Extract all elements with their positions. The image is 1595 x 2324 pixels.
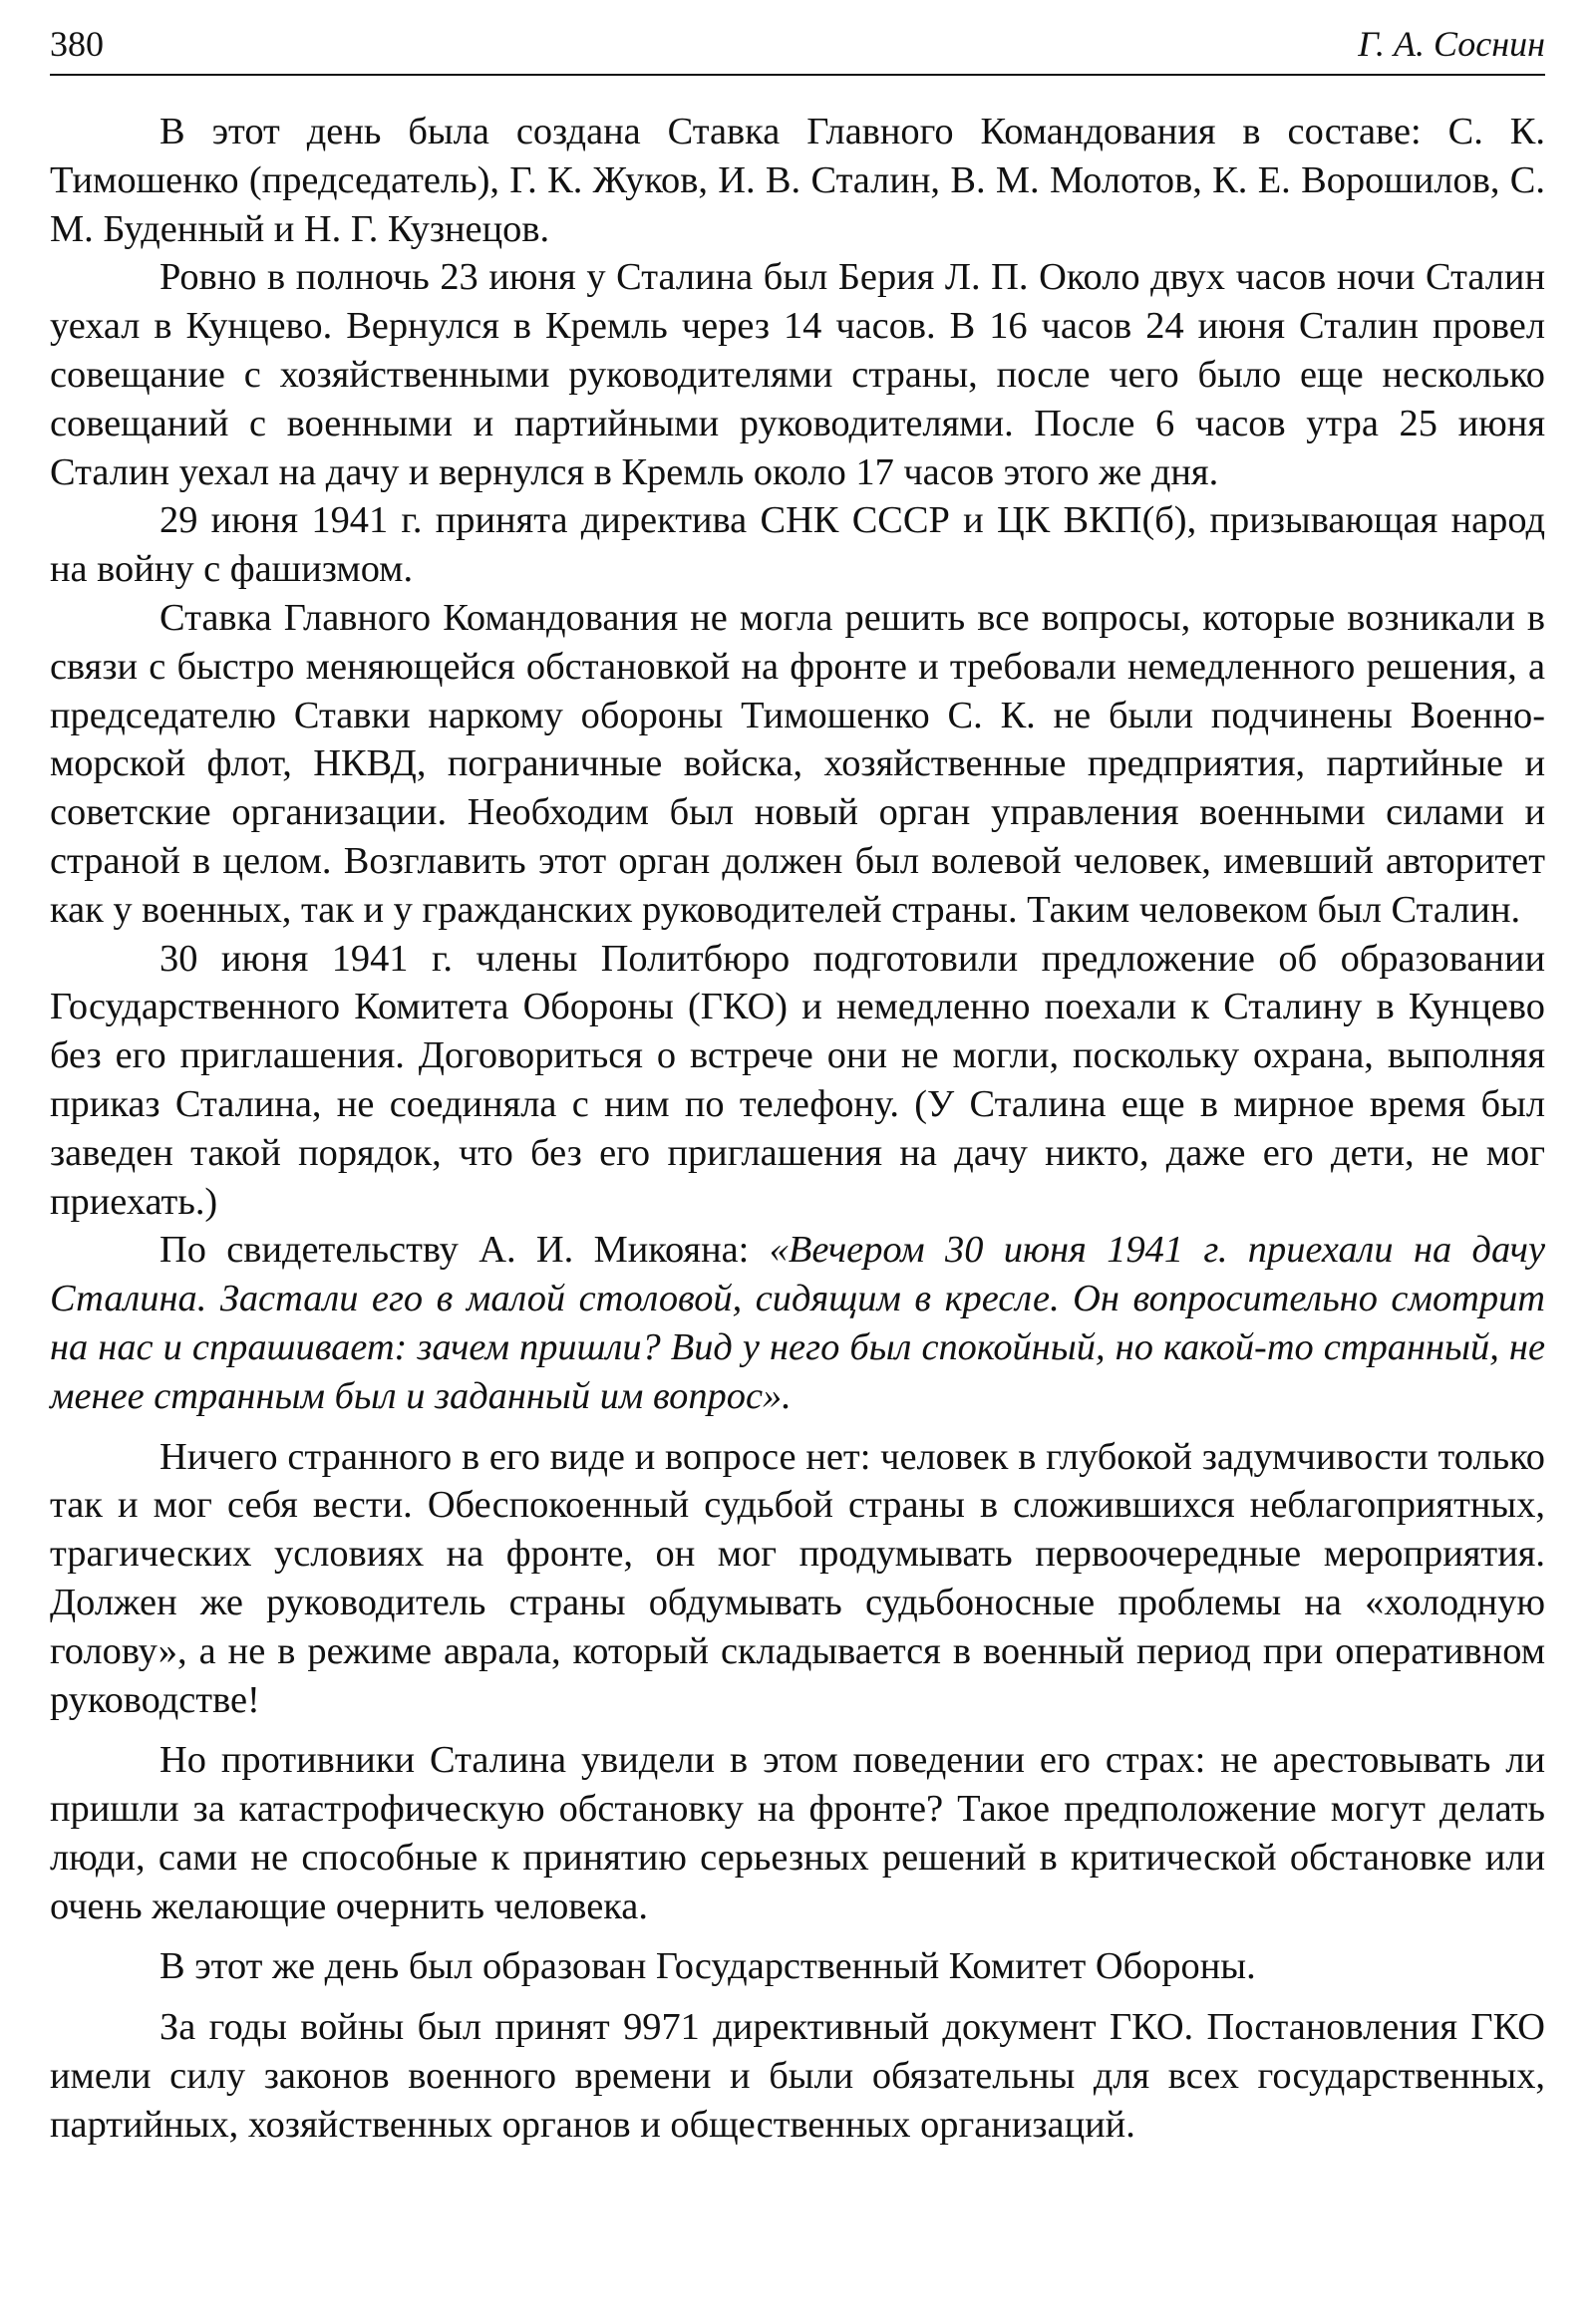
paragraph-june-23: Ровно в полночь 23 июня у Сталина был Берия Л. П. Около двух часов ночи Сталин уехал в Кунцево. Вернулся в Кремль через 14 часов. В 16 часов 24 июня Сталин провел совещание с хозяйственными руководителями страны, после чего было еще несколько совещаний с военными и партийными руководителями. После 6 часов утра 25 июня Сталин уехал на дачу и вернулся в Кремль около 17 часов этого же дня. bbox=[50, 256, 1545, 493]
paragraph-stavka: В этот день была создана Ставка Главного Командования в составе: С. К. Тимошенко (председатель), Г. К. Жуков, И. В. Сталин, В. М. Молотов, К. Е. Ворошилов, С. М. Буденный и Н. Г. Кузнецов. bbox=[50, 111, 1545, 250]
paragraph-gko-documents: За годы войны был принят 9971 директивный документ ГКО. Постановления ГКО имели силу законов военного времени и были обязательны для всех государственных, партийных, хозяйственных органов и общественных организаций. bbox=[50, 2006, 1545, 2146]
mikoyan-quote: «Вечером 30 июня 1941 г. приехали на дачу Сталина. Застали его в малой столовой, сидящим в кресле. Он вопросительно смотрит на нас и спрашивает: зачем пришли? Вид у него был спокойный, но какой-то странный, не менее странным был и заданный им вопрос». bbox=[50, 1229, 1546, 1417]
testimony-intro: По свидетельству А. И. Микояна: bbox=[160, 1229, 770, 1272]
paragraph-june-30-politburo: 30 июня 1941 г. члены Политбюро подготовили предложение об образовании Государственного Комитета Обороны (ГКО) и немедленно поехали к Сталину в Кунцево без его приглашения. Договориться о встрече они не могли, поскольку охрана, выполняя приказ Сталина, не соединяла с ним по телефону. (У Сталина еще в мирное время был заведен такой порядок, что без его приглашения на дачу никто, даже его дети, не мог приехать.) bbox=[50, 937, 1545, 1223]
body-text bbox=[50, 108, 1545, 2150]
running-head bbox=[50, 22, 1545, 76]
page-number: 380 bbox=[50, 24, 104, 64]
paragraph-opponents: Но противники Сталина увидели в этом поведении его страх: не арестовывать ли пришли за катастрофическую обстановку на фронте? Такое предположение могут делать люди, сами не способные к принятию серьезных решений в критической обстановке или очень желающие очернить человека. bbox=[50, 1739, 1545, 1927]
author-name: Г. А. Соснин bbox=[1358, 24, 1545, 64]
paragraph-mikoyan-testimony bbox=[50, 1226, 1545, 1420]
paragraph-new-organ: Ставка Главного Командования не могла решить все вопросы, которые возникали в связи с быстро меняющейся обстановкой на фронте и требовали немедленного решения, а председателю Ставки наркому обороны Тимошенко С. К. не были подчинены Военно-морской флот, НКВД, пограничные войска, хозяйственные предприятия, партийные и советские организации. Необходим был новый орган управления военными силами и страной в целом. Возглавить этот орган должен был волевой человек, имевший авторитет как у военных, так и у гражданских руководителей страны. Таким человеком был Сталин. bbox=[50, 596, 1545, 931]
paragraph-gko-formed: В этот же день был образован Государственный Комитет Обороны. bbox=[160, 1945, 1256, 1988]
paragraph-june-29-directive: 29 июня 1941 г. принята директива СНК СССР и ЦК ВКП(б), призывающая народ на войну с фашизмом. bbox=[50, 499, 1545, 591]
paragraph-nothing-strange: Ничего странного в его виде и вопросе нет: человек в глубокой задумчивости только так и мог себя вести. Обеспокоенный судьбой страны в сложившихся неблагоприятных, трагических условиях на фронте, он мог продумывать первоочередные мероприятия. Должен же руководитель страны обдумывать судьбоносные проблемы на «холодную голову», а не в режиме аврала, который складывается в военный период при оперативном руководстве! bbox=[50, 1435, 1545, 1721]
